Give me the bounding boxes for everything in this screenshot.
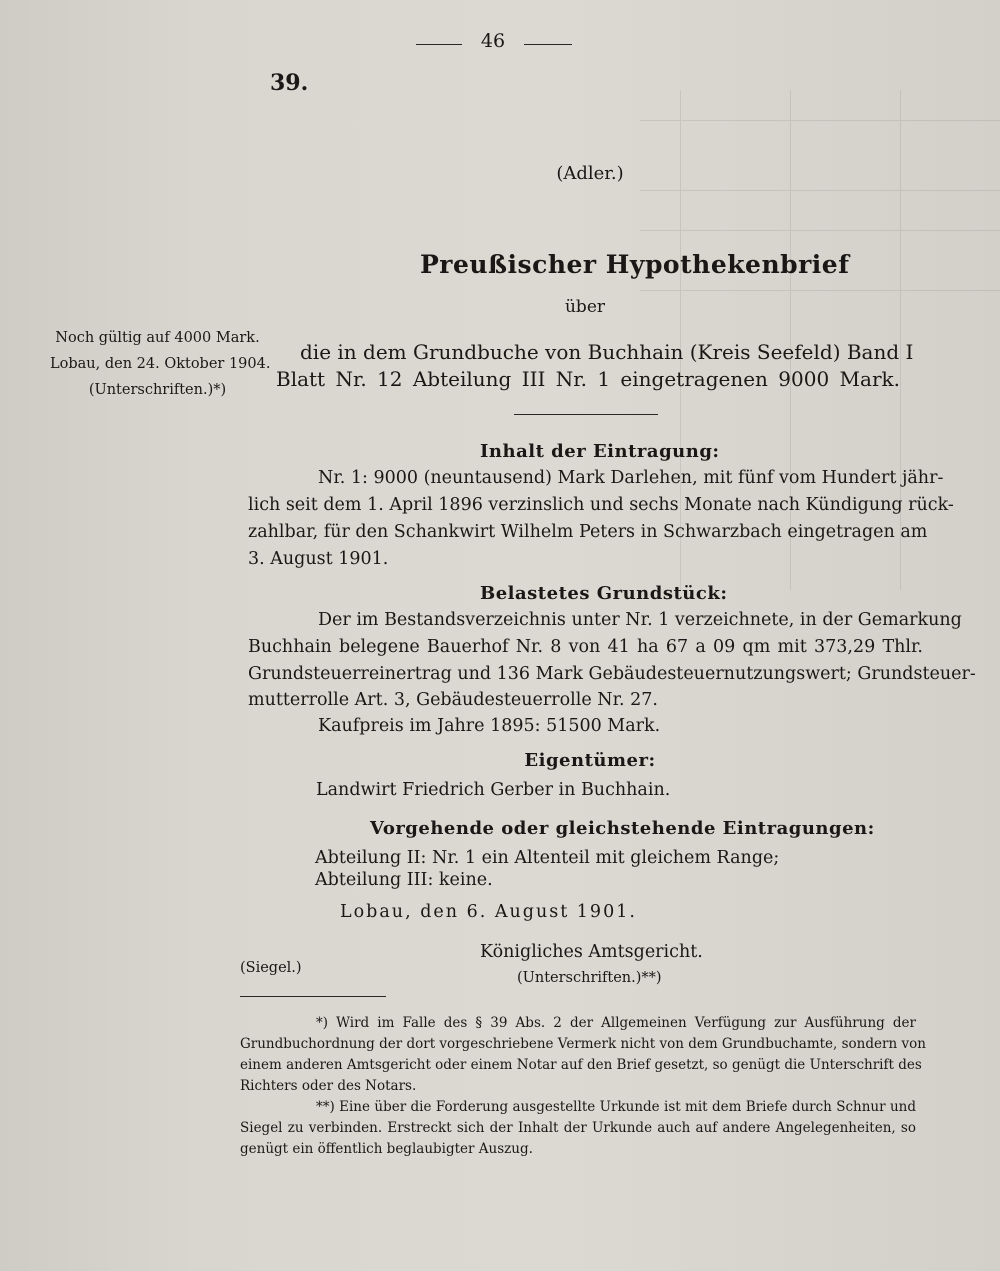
side-note-line-1: Noch gültig auf 4000 Mark. <box>55 330 260 346</box>
footnote-1-line-4: Richters oder des Notars. <box>240 1078 417 1094</box>
lead-line-2: Blatt Nr. 12 Abteilung III Nr. 1 eingetragenen 9000 Mark. <box>276 367 900 391</box>
footnote-2-line-3: genügt ein öffentlich beglaubigter Auszug. <box>240 1141 533 1157</box>
eigentuemer-heading: Eigentümer: <box>524 750 656 771</box>
vorgehende-heading: Vorgehende oder gleichstehende Eintragungen: <box>370 818 875 839</box>
title-ueber: über <box>564 297 606 317</box>
lead-line-1: die in dem Grundbuche von Buchhain (Kreis Seefeld) Band I <box>300 340 914 364</box>
document-number: 39. <box>270 70 309 96</box>
section-divider <box>514 414 658 415</box>
page-number-rule-left <box>416 44 462 45</box>
footnote-1-line-3: einem anderen Amtsgericht oder einem Notar auf den Brief gesetzt, so genügt die Unterschrift des <box>240 1057 922 1073</box>
footnote-2-line-2: Siegel zu verbinden. Erstreckt sich der Inhalt der Urkunde auch auf andere Angelegenheiten, so <box>240 1120 916 1136</box>
court-name: Königliches Amtsgericht. <box>480 942 703 962</box>
inhalt-line-2: lich seit dem 1. April 1896 verzinslich und sechs Monate nach Kündigung rück- <box>248 495 954 515</box>
grundstueck-line-5: Kaufpreis im Jahre 1895: 51500 Mark. <box>318 716 661 736</box>
eigentuemer-line-1: Landwirt Friedrich Gerber in Buchhain. <box>316 780 671 800</box>
footnote-divider <box>240 996 386 997</box>
footnote-1-line-2: Grundbuchordnung der dort vorgeschriebene Vermerk nicht von dem Grundbuchamte, sondern von <box>240 1036 926 1052</box>
inhalt-line-1: Nr. 1: 9000 (neuntausend) Mark Darlehen, mit fünf vom Hundert jähr- <box>318 468 944 488</box>
date-line: Lobau, den 6. August 1901. <box>340 902 637 922</box>
page-number: 46 <box>480 30 506 52</box>
page-number-rule-right <box>524 44 572 45</box>
grundstueck-line-2: Buchhain belegene Bauerhof Nr. 8 von 41 ha 67 a 09 qm mit 373,29 Thlr. <box>248 637 923 657</box>
grundstueck-heading: Belastetes Grundstück: <box>480 583 728 604</box>
eagle-caption: (Adler.) <box>556 163 624 184</box>
vorgehende-line-2: Abteilung III: keine. <box>315 870 493 890</box>
footnote-1-line-1: *) Wird im Falle des § 39 Abs. 2 der Allgemeinen Verfügung zur Ausführung der <box>316 1015 916 1031</box>
grundstueck-line-1: Der im Bestandsverzeichnis unter Nr. 1 verzeichnete, in der Gemarkung <box>318 610 962 630</box>
vorgehende-line-1: Abteilung II: Nr. 1 ein Altenteil mit gleichem Range; <box>315 848 780 868</box>
inhalt-line-4: 3. August 1901. <box>248 549 389 569</box>
side-note-line-2: Lobau, den 24. Oktober 1904. <box>50 356 271 372</box>
footnote-2-line-1: **) Eine über die Forderung ausgestellte Urkunde ist mit dem Briefe durch Schnur und <box>316 1099 916 1115</box>
side-note-line-3: (Unterschriften.)*) <box>88 382 227 398</box>
grundstueck-line-4: mutterrolle Art. 3, Gebäudesteuerrolle Nr. 27. <box>248 690 658 710</box>
inhalt-heading: Inhalt der Eintragung: <box>480 441 720 462</box>
seal-note: (Siegel.) <box>240 960 302 976</box>
grundstueck-line-3: Grundsteuerreinertrag und 136 Mark Gebäudesteuernutzungswert; Grundsteuer- <box>248 664 976 684</box>
inhalt-line-3: zahlbar, für den Schankwirt Wilhelm Peters in Schwarzbach eingetragen am <box>248 522 928 542</box>
document-title: Preußischer Hypothekenbrief <box>420 250 850 279</box>
signatures-note: (Unterschriften.)**) <box>517 970 662 986</box>
